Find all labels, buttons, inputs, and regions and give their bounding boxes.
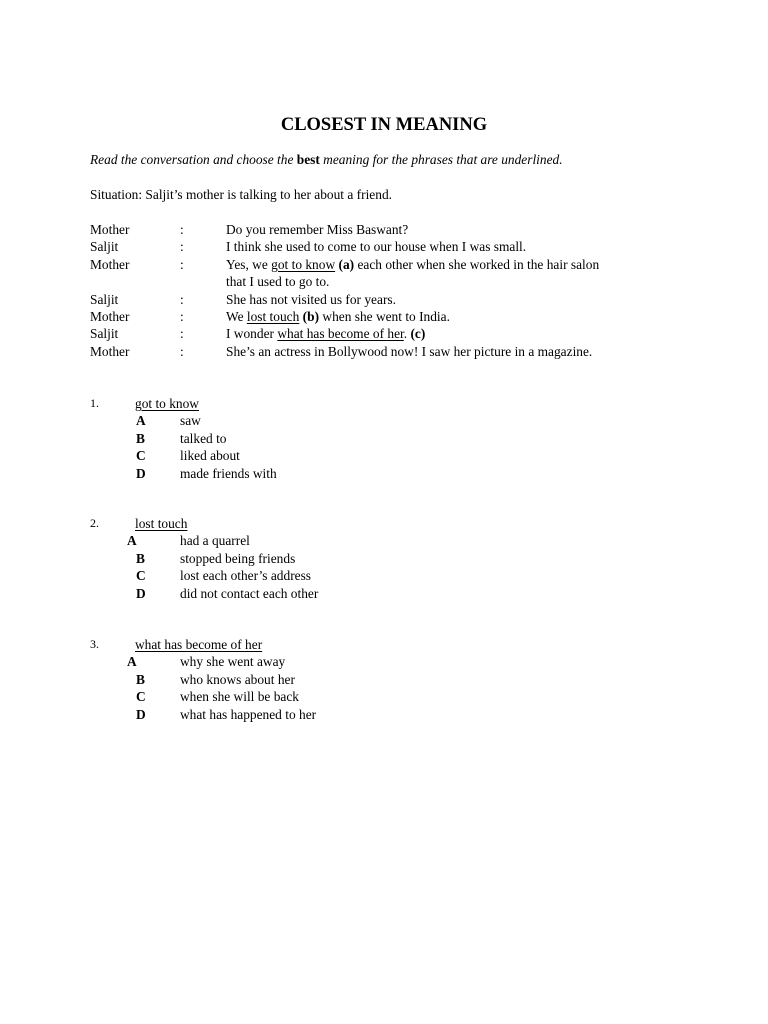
dialogue-turn — [90, 343, 606, 360]
dialogue-turn — [90, 291, 606, 308]
option-text: why she went away — [180, 654, 286, 670]
dialogue-turn — [90, 325, 606, 342]
speaker-colon: : — [180, 239, 184, 255]
option-text: had a quarrel — [180, 533, 250, 549]
speaker-colon: : — [180, 309, 184, 325]
speaker-name: Saljit — [90, 239, 119, 255]
option-letter: C — [136, 448, 146, 464]
option-letter: B — [136, 671, 145, 687]
speaker-name: Mother — [90, 343, 130, 359]
option-text: who knows about her — [180, 671, 295, 687]
underlined-phrase-a: got to know — [271, 256, 336, 272]
dialogue-line: Do you remember Miss Baswant? — [226, 222, 409, 237]
option-letter: C — [136, 568, 146, 584]
option-text: what has happened to her — [180, 706, 317, 722]
option-letter: B — [136, 430, 145, 446]
speaker-colon: : — [180, 291, 184, 307]
speaker-name: Mother — [90, 222, 130, 237]
dialogue-line — [226, 256, 606, 291]
underlined-phrase-b: lost touch — [246, 309, 300, 325]
question-number: 3. — [90, 637, 99, 651]
option-letter: A — [136, 413, 146, 429]
option-letter: D — [136, 465, 146, 481]
speaker-colon: : — [180, 326, 184, 342]
question-phrase: got to know — [135, 396, 199, 411]
instruction-before: Read the conversation and choose the — [90, 152, 297, 167]
dialogue-line: I think she used to come to our house when I was small. — [226, 239, 527, 255]
question-number: 2. — [90, 516, 99, 530]
option-text: stopped being friends — [180, 550, 296, 566]
option-letter: A — [127, 654, 137, 670]
option-text: did not contact each other — [180, 585, 319, 601]
phrase-tag-a: (a) — [338, 256, 355, 272]
phrase-tag-c: (c) — [410, 326, 426, 342]
option-letter: B — [136, 550, 145, 566]
instruction-after: meaning for the phrases that are underlined. — [319, 152, 563, 167]
line-post: when she went to India. — [319, 309, 450, 325]
option-text: saw — [180, 413, 201, 429]
question-number: 1. — [90, 396, 99, 410]
instruction-text — [90, 151, 563, 168]
line-mid: . — [403, 326, 411, 342]
speaker-name: Saljit — [90, 326, 119, 342]
line-pre: I wonder — [226, 326, 278, 342]
option-letter: A — [127, 533, 137, 549]
instruction-bold: best — [296, 152, 320, 167]
option-text: lost each other’s address — [180, 568, 312, 584]
underlined-phrase-c: what has become of her — [277, 326, 404, 342]
speaker-name: Mother — [90, 309, 130, 325]
line-pre: Yes, we — [226, 256, 272, 272]
speaker-colon: : — [180, 222, 184, 237]
dialogue-turn — [90, 308, 606, 325]
speaker-colon: : — [180, 256, 184, 272]
dialogue-turn — [90, 238, 606, 255]
speaker-name: Saljit — [90, 291, 119, 307]
option-text: liked about — [180, 448, 240, 464]
dialogue — [90, 221, 606, 360]
option-text: talked to — [180, 430, 227, 446]
option-letter: D — [136, 585, 146, 601]
option-letter: C — [136, 689, 146, 705]
line-pre: We — [226, 309, 247, 325]
option-text: when she will be back — [180, 689, 299, 705]
dialogue-turn — [90, 221, 606, 238]
speaker-name: Mother — [90, 256, 130, 272]
question-phrase: lost touch — [135, 516, 188, 531]
dialogue-line: She’s an actress in Bollywood now! I saw her picture in a magazine. — [226, 343, 593, 359]
phrase-tag-b: (b) — [302, 309, 320, 325]
dialogue-line — [226, 325, 606, 342]
option-text: made friends with — [180, 465, 277, 481]
situation-text: Situation: Saljit’s mother is talking to her about a friend. — [90, 187, 392, 202]
dialogue-line: She has not visited us for years. — [226, 291, 396, 307]
page-title: CLOSEST IN MEANING — [280, 115, 488, 135]
line-post: each other when she worked in the hair salon that I used to go to. — [226, 256, 600, 290]
speaker-colon: : — [180, 343, 184, 359]
dialogue-turn — [90, 256, 606, 291]
option-letter: D — [136, 706, 146, 722]
dialogue-line — [226, 308, 606, 325]
question-phrase: what has become of her — [135, 637, 263, 652]
